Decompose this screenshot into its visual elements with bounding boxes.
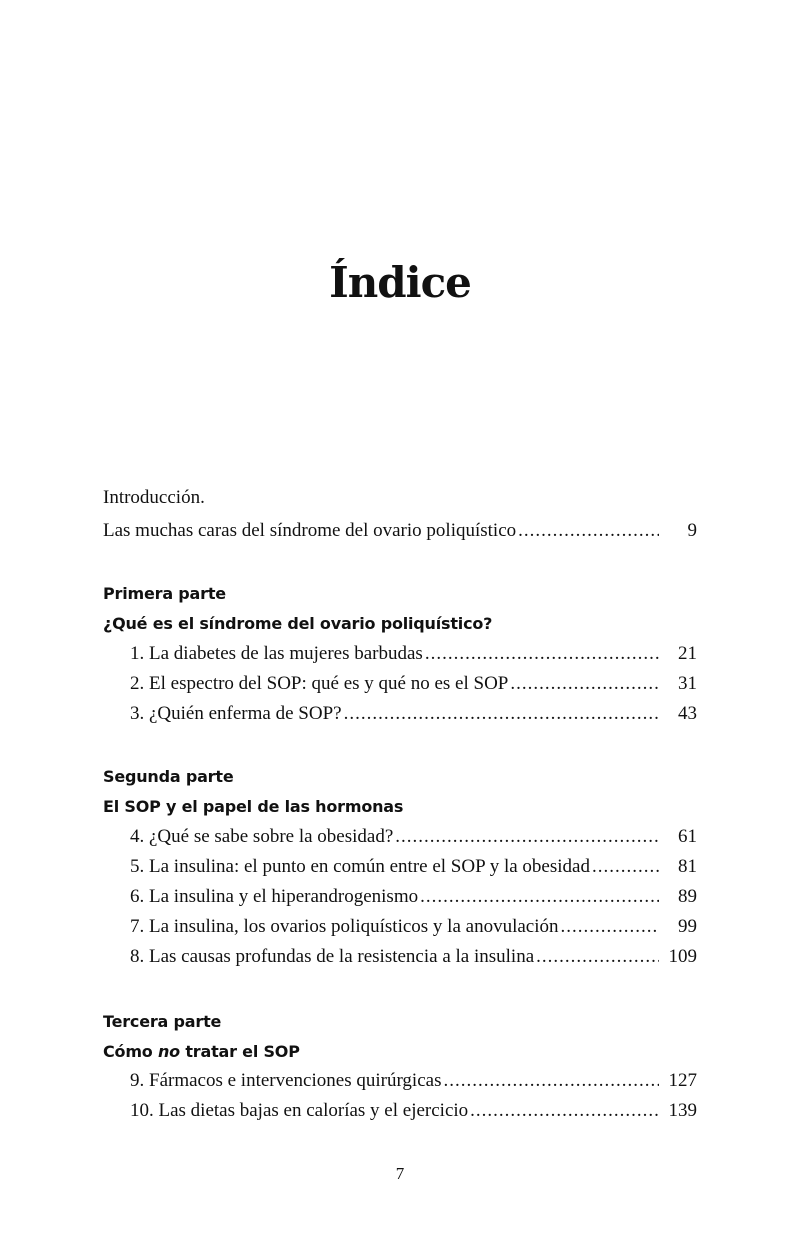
dot-leader [536,946,659,968]
dot-leader [420,886,659,908]
part-title-post: tratar el SOP [179,1042,300,1061]
toc-entry[interactable] [130,856,697,882]
toc-entry-label: 7. La insulina, los ovarios poliquísticos y la anovulación [130,916,559,937]
toc-entry[interactable] [130,826,697,852]
part-title: El SOP y el papel de las hormonas [103,797,404,816]
dot-leader [470,1100,659,1122]
toc-entry-intro[interactable] [103,520,697,546]
toc-entry-label: 5. La insulina: el punto en común entre el SOP y la obesidad [130,856,590,877]
page-number: 7 [395,1164,405,1183]
toc-entry-label: 10. Las dietas bajas en calorías y el ejercicio [130,1100,469,1121]
toc-entry[interactable] [130,1070,697,1096]
toc-entry-page: 127 [668,1070,697,1091]
toc-entry-label: 8. Las causas profundas de la resistencia a la insulina [130,946,535,967]
toc-entry-page: 9 [687,520,697,541]
toc-entry-page: 109 [668,946,697,967]
intro-heading: Introducción. [103,487,205,508]
page-title: Índice [329,258,471,307]
dot-leader [443,1070,659,1092]
toc-entry-label: 4. ¿Qué se sabe sobre la obesidad? [130,826,394,847]
toc-entry-page: 43 [678,703,697,724]
toc-entry[interactable] [130,703,697,729]
toc-entry-label: 2. El espectro del SOP: qué es y qué no es el SOP [130,673,509,694]
dot-leader [425,643,659,665]
toc-entry-page: 139 [668,1100,697,1121]
toc-entry-label: 6. La insulina y el hiperandrogenismo [130,886,419,907]
toc-entry-page: 21 [678,643,697,664]
toc-entry-label: 3. ¿Quién enferma de SOP? [130,703,342,724]
toc-entry-label: Las muchas caras del síndrome del ovario poliquístico [103,520,517,541]
dot-leader [518,520,659,542]
part-title-pre: Cómo [103,1042,158,1061]
toc-entry-page: 81 [678,856,697,877]
toc-entry-page: 31 [678,673,697,694]
dot-leader [395,826,659,848]
part-title-emphasis: no [157,1042,180,1061]
dot-leader [510,673,659,695]
toc-entry[interactable] [130,673,697,699]
toc-entry-label: 1. La diabetes de las mujeres barbudas [130,643,423,664]
toc-entry-page: 61 [678,826,697,847]
toc-entry-page: 89 [678,886,697,907]
part-title [103,1042,300,1061]
dot-leader [344,703,659,725]
toc-entry[interactable] [130,886,697,912]
toc-entry-page: 99 [678,916,697,937]
toc-entry[interactable] [130,643,697,669]
toc-entry[interactable] [130,1100,697,1126]
toc-entry[interactable] [130,916,697,942]
part-label: Segunda parte [103,767,234,786]
part-label: Tercera parte [103,1012,222,1031]
dot-leader [592,856,659,878]
dot-leader [561,916,660,938]
part-label: Primera parte [103,584,226,603]
part-title: ¿Qué es el síndrome del ovario poliquístico? [103,614,493,633]
toc-entry-label: 9. Fármacos e intervenciones quirúrgicas [130,1070,442,1091]
toc-entry[interactable] [130,946,697,972]
